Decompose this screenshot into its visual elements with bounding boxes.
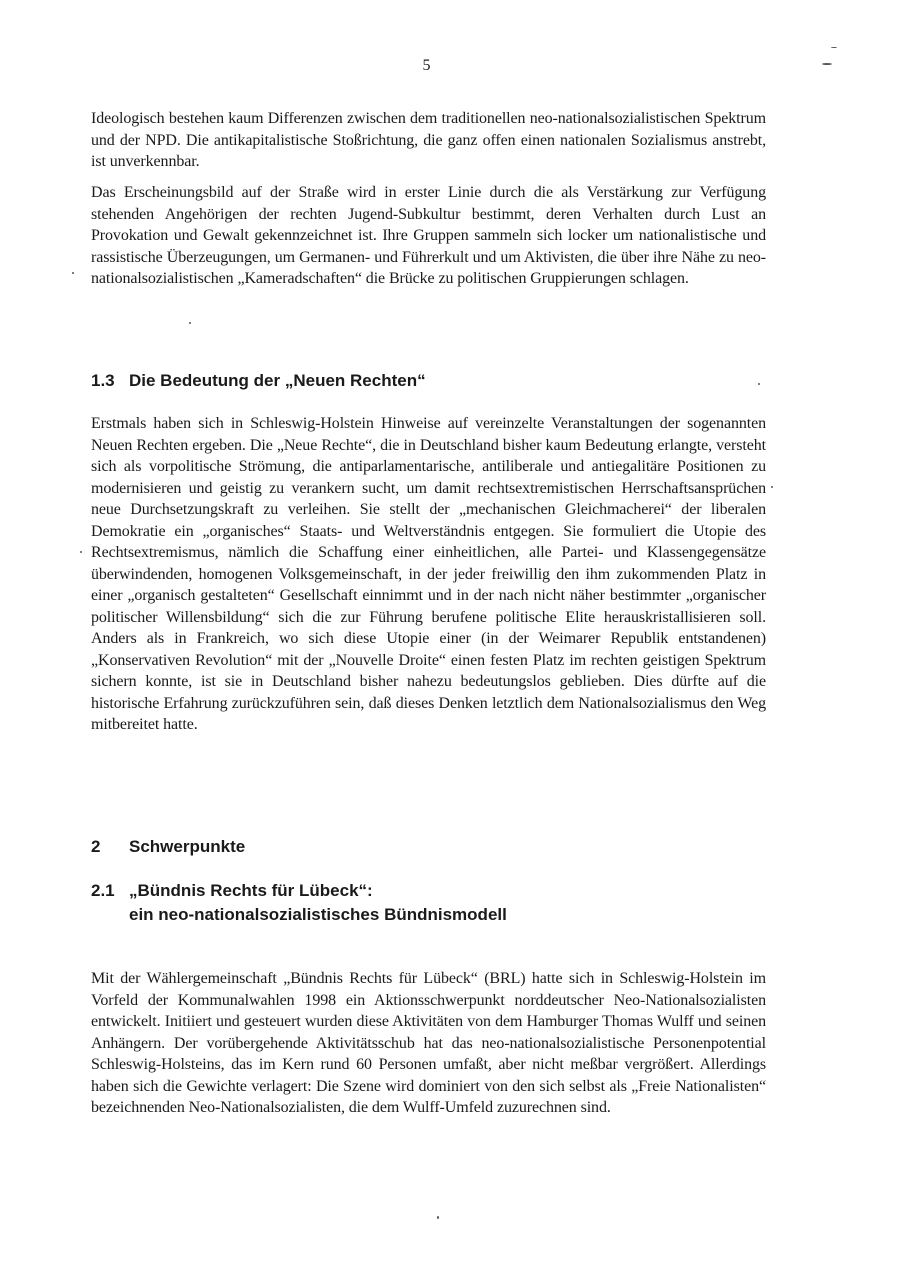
section-title-line-2: ein neo-nationalsozialistisches Bündnismodell (129, 905, 507, 924)
section-heading-1-3 (91, 370, 426, 392)
section-number: 2 (91, 837, 101, 856)
section-number: 1.3 (91, 371, 115, 390)
paragraph-npd-ideology: Ideologisch bestehen kaum Differenzen zwischen dem traditionellen neo-nationalsozialistischen Spektrum und der NPD. Die antikapitalistische Stoßrichtung, die ganz offen einen nationalen Sozialismus anstrebt, ist unverkennbar. (91, 110, 766, 170)
section-title: Schwerpunkte (129, 837, 246, 856)
paragraph-street-appearance: Das Erscheinungsbild auf der Straße wird in erster Linie durch die als Verstärkung zur Verfügung stehenden Angehörigen der rechten Jugend-Subkultur bestimmt, deren Verhalten durch Lust an Provokation und Gewalt gekennzeichnet ist. Ihre Gruppen sammeln sich locker um nationalistische und rassistische Überzeugungen, um Germanen- und Führerkult und um Aktivisten, die über ihre Nähe zu neo-nationalsozialistischen „Kameradschaften“ die Brücke zu politischen Gruppierungen schlagen. (91, 184, 766, 287)
scan-speck (771, 486, 773, 488)
paragraph-neue-rechte: Erstmals haben sich in Schleswig-Holstein Hinweise auf vereinzelte Veranstaltungen der sogenannten Neuen Rechten ergeben. Die „Neue Rechte“, die in Deutschland bisher kaum Bedeutung erlangte, versteht sich als vorpolitische Strömung, die antiparlamentarische, antiliberale und antiegalitäre Positionen zu modernisieren und geistig zu verankern sucht, um damit rechtsextremistischen Herrschaftsansprüchen neue Durchsetzungskraft zu verleihen. Sie stellt der „mechanischen Gleichmacherei“ der liberalen Demokratie ein „organisches“ Staats- und Weltverständnis entgegen. Sie formuliert die Utopie des Rechtsextremismus, nämlich die Schaffung einer einheitlichen, alle Partei- und Klassengegensätze überwindenden, homogenen Volksgemeinschaft, in der jeder freiwillig den ihm zukommenden Platz in einer „organisch gestalteten“ Gesellschaft einnimmt und in der nach nicht näher bestimmter „organischer politischer Willensbildung“ sich die zur Führung berufene politische Elite herauskristallisieren soll. Anders als in Frankreich, wo sich diese Utopie einer (in der Weimarer Republik entstandenen) „Konservativen Revolution“ mit der „Nouvelle Droite“ einen festen Platz im rechten geistigen Spektrum sichern konnte, ist sie in Deutschland bisher nahezu bedeutungslos geblieben. Dies dürfte auf die historische Erfahrung zurückzuführen sein, daß dieses Denken letztlich dem Nationalsozialismus den Weg mitbereitet hatte. (91, 415, 766, 733)
section-heading-2-1 (91, 880, 373, 902)
page-number: 5 (422, 57, 431, 74)
section-title-line-1: „Bündnis Rechts für Lübeck“: (129, 881, 373, 900)
scan-speck (80, 551, 82, 553)
section-title: Die Bedeutung der „Neuen Rechten“ (129, 371, 426, 390)
section-heading-2 (91, 836, 245, 858)
scan-speck (437, 1216, 439, 1219)
section-number: 2.1 (91, 881, 115, 900)
paragraph-brl-luebeck: Mit der Wählergemeinschaft „Bündnis Rechts für Lübeck“ (BRL) hatte sich in Schleswig-Holstein im Vorfeld der Kommunalwahlen 1998 ein Aktionsschwerpunkt norddeutscher Neo-Nationalsozialisten entwickelt. Initiiert und gesteuert wurden diese Aktivitäten von dem Hamburger Thomas Wulff und seinen Anhängern. Der vorübergehende Aktivitätsschub hat das neo-nationalsozialistische Personenpotential Schleswig-Holsteins, das im Kern rund 60 Personen umfaßt, aber nicht meßbar vergrößert. Allerdings haben sich die Gewichte verlagert: Die Szene wird dominiert von den sich selbst als „Freie Nationalisten“ bezeichnenden Neo-Nationalsozialisten, die dem Wulff-Umfeld zuzurechnen sind. (91, 970, 766, 1116)
scan-speck (831, 47, 837, 48)
scan-speck (189, 322, 191, 324)
scan-speck (822, 63, 832, 65)
scan-speck (72, 272, 74, 274)
scan-speck (758, 383, 760, 385)
